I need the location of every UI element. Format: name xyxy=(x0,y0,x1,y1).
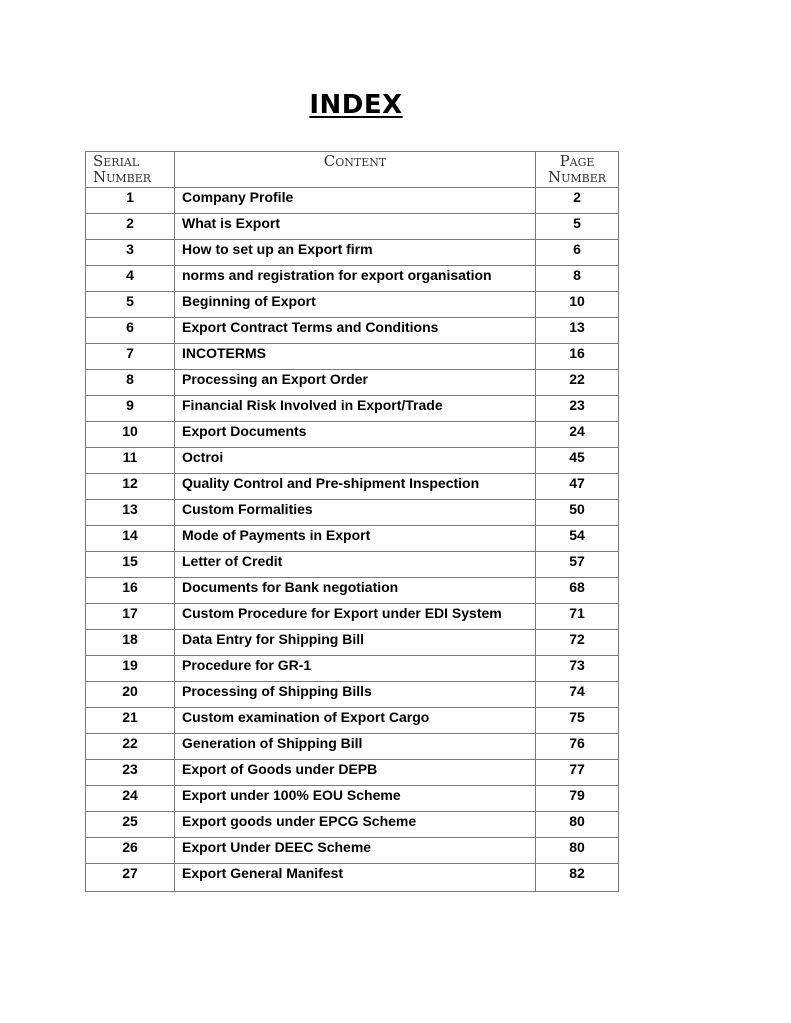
page-number-cell: 79 xyxy=(536,786,619,812)
table-row xyxy=(86,786,619,812)
serial-number-cell: 20 xyxy=(86,682,175,708)
serial-number-cell: 12 xyxy=(86,474,175,500)
serial-number-cell: 21 xyxy=(86,708,175,734)
serial-number-cell: 24 xyxy=(86,786,175,812)
page-number-cell: 23 xyxy=(536,396,619,422)
page-number-cell: 47 xyxy=(536,474,619,500)
table-row xyxy=(86,656,619,682)
content-cell: Export goods under EPCG Scheme xyxy=(175,812,536,838)
table-row xyxy=(86,448,619,474)
table-row xyxy=(86,630,619,656)
content-cell: Quality Control and Pre-shipment Inspection xyxy=(175,474,536,500)
table-row xyxy=(86,552,619,578)
table-row xyxy=(86,214,619,240)
content-cell: What is Export xyxy=(175,214,536,240)
content-cell: Export Documents xyxy=(175,422,536,448)
content-cell: Export Contract Terms and Conditions xyxy=(175,318,536,344)
content-cell: Octroi xyxy=(175,448,536,474)
table-row xyxy=(86,396,619,422)
table-row xyxy=(86,474,619,500)
table-row xyxy=(86,682,619,708)
table-row xyxy=(86,188,619,214)
page-number-cell: 68 xyxy=(536,578,619,604)
serial-number-cell: 19 xyxy=(86,656,175,682)
page-number-cell: 75 xyxy=(536,708,619,734)
table-row xyxy=(86,500,619,526)
serial-number-cell: 10 xyxy=(86,422,175,448)
content-cell: Mode of Payments in Export xyxy=(175,526,536,552)
content-cell: INCOTERMS xyxy=(175,344,536,370)
serial-number-cell: 1 xyxy=(86,188,175,214)
serial-number-cell: 25 xyxy=(86,812,175,838)
page-number-cell: 16 xyxy=(536,344,619,370)
index-table xyxy=(85,151,619,892)
header-serial-number: Serial Number xyxy=(86,152,175,188)
page-title: INDEX xyxy=(309,90,403,120)
serial-number-cell: 16 xyxy=(86,578,175,604)
table-row xyxy=(86,292,619,318)
content-cell: Export of Goods under DEPB xyxy=(175,760,536,786)
table-row xyxy=(86,318,619,344)
table-row xyxy=(86,526,619,552)
page-number-cell: 71 xyxy=(536,604,619,630)
table-row xyxy=(86,240,619,266)
table-row xyxy=(86,266,619,292)
serial-number-cell: 14 xyxy=(86,526,175,552)
serial-number-cell: 13 xyxy=(86,500,175,526)
serial-number-cell: 5 xyxy=(86,292,175,318)
page-number-cell: 2 xyxy=(536,188,619,214)
content-cell: Data Entry for Shipping Bill xyxy=(175,630,536,656)
content-cell: Company Profile xyxy=(175,188,536,214)
page-number-cell: 45 xyxy=(536,448,619,474)
serial-number-cell: 9 xyxy=(86,396,175,422)
page-number-cell: 13 xyxy=(536,318,619,344)
page-number-cell: 22 xyxy=(536,370,619,396)
serial-number-cell: 4 xyxy=(86,266,175,292)
content-cell: Custom examination of Export Cargo xyxy=(175,708,536,734)
serial-number-cell: 18 xyxy=(86,630,175,656)
content-cell: Custom Procedure for Export under EDI System xyxy=(175,604,536,630)
content-cell: norms and registration for export organisation xyxy=(175,266,536,292)
serial-number-cell: 22 xyxy=(86,734,175,760)
content-cell: How to set up an Export firm xyxy=(175,240,536,266)
page-number-cell: 5 xyxy=(536,214,619,240)
content-cell: Processing of Shipping Bills xyxy=(175,682,536,708)
page-number-cell: 77 xyxy=(536,760,619,786)
content-cell: Generation of Shipping Bill xyxy=(175,734,536,760)
content-cell: Letter of Credit xyxy=(175,552,536,578)
table-row xyxy=(86,760,619,786)
serial-number-cell: 15 xyxy=(86,552,175,578)
page-number-cell: 50 xyxy=(536,500,619,526)
content-cell: Export Under DEEC Scheme xyxy=(175,838,536,864)
table-row xyxy=(86,578,619,604)
serial-number-cell: 6 xyxy=(86,318,175,344)
content-cell: Export under 100% EOU Scheme xyxy=(175,786,536,812)
serial-number-cell: 7 xyxy=(86,344,175,370)
serial-number-cell: 3 xyxy=(86,240,175,266)
page-number-cell: 80 xyxy=(536,838,619,864)
table-row xyxy=(86,734,619,760)
table-row xyxy=(86,604,619,630)
page-number-cell: 54 xyxy=(536,526,619,552)
table-row xyxy=(86,344,619,370)
content-cell: Custom Formalities xyxy=(175,500,536,526)
content-cell: Beginning of Export xyxy=(175,292,536,318)
content-cell: Documents for Bank negotiation xyxy=(175,578,536,604)
header-page-number: Page Number xyxy=(536,152,619,188)
serial-number-cell: 8 xyxy=(86,370,175,396)
table-header-row xyxy=(86,152,619,188)
table-row xyxy=(86,708,619,734)
page-number-cell: 24 xyxy=(536,422,619,448)
header-content: Content xyxy=(175,152,536,188)
table-row xyxy=(86,370,619,396)
page-number-cell: 80 xyxy=(536,812,619,838)
serial-number-cell: 27 xyxy=(86,864,175,892)
page-number-cell: 10 xyxy=(536,292,619,318)
page-number-cell: 72 xyxy=(536,630,619,656)
serial-number-cell: 26 xyxy=(86,838,175,864)
page-number-cell: 6 xyxy=(536,240,619,266)
serial-number-cell: 17 xyxy=(86,604,175,630)
content-cell: Processing an Export Order xyxy=(175,370,536,396)
table-row xyxy=(86,812,619,838)
table-row xyxy=(86,864,619,892)
content-cell: Financial Risk Involved in Export/Trade xyxy=(175,396,536,422)
page-number-cell: 82 xyxy=(536,864,619,892)
table-row xyxy=(86,838,619,864)
page-number-cell: 76 xyxy=(536,734,619,760)
page-number-cell: 74 xyxy=(536,682,619,708)
page-number-cell: 57 xyxy=(536,552,619,578)
content-cell: Export General Manifest xyxy=(175,864,536,892)
page-number-cell: 73 xyxy=(536,656,619,682)
serial-number-cell: 23 xyxy=(86,760,175,786)
serial-number-cell: 11 xyxy=(86,448,175,474)
table-row xyxy=(86,422,619,448)
content-cell: Procedure for GR-1 xyxy=(175,656,536,682)
serial-number-cell: 2 xyxy=(86,214,175,240)
index-table-body xyxy=(86,188,619,892)
page-number-cell: 8 xyxy=(536,266,619,292)
